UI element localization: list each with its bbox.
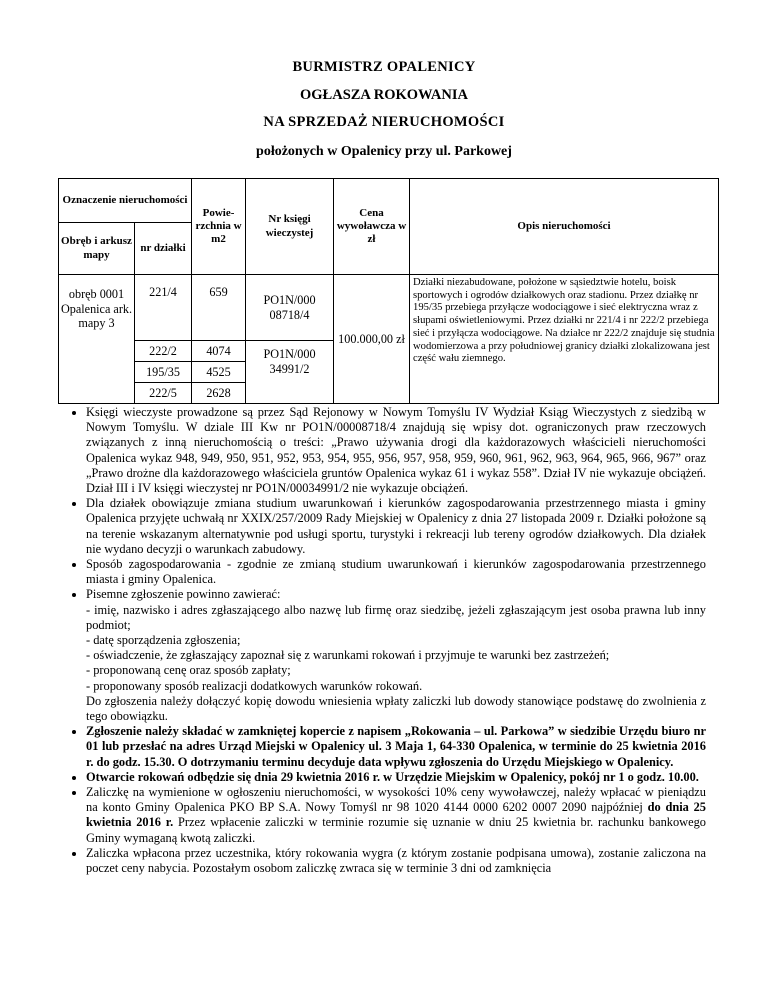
opis-cell: Działki niezabudowane, położone w sąsiedztwie hotelu, boisk sportowych i ogrodów działkowych oraz stadionu. Przez działkę nr 195/35 przebiega przyłącze wodociągowe i sieć elektryczna wraz z słupami oświetleniowymi. Przez działki nr 221/4 i nr 222/2 przebiega sieć i przyłącza wodociągowe. Na działce nr 222/2 znajduje się studnia wodomierzowa a przy południowej granicy działki zlokalizowana jest część wału ziemnego. bbox=[410, 275, 719, 404]
table-cell-pow: 2628 bbox=[192, 383, 246, 404]
cena-cell: 100.000,00 zł bbox=[334, 275, 410, 404]
deposit-deadline: do dnia 25 kwietnia 2016 r. bbox=[86, 800, 707, 830]
table-cell-pow: 4525 bbox=[192, 362, 246, 383]
obreb-cell: obręb 0001 Opalenica ark. mapy 3 bbox=[59, 275, 135, 404]
header-oznaczenie: Oznaczenie nieruchomości bbox=[59, 179, 192, 223]
header-ksiega: Nr księgi wieczystej bbox=[246, 179, 334, 275]
table-cell-dzialka: 195/35 bbox=[135, 362, 192, 383]
table-cell-pow: 4074 bbox=[192, 341, 246, 362]
list-item-deposit-return: • Zaliczka wpłacona przez uczestnika, który rokowania wygra (z którym zostanie podpisana umowa), zostanie zaliczona na poczet ceny nabycia. Pozostałym osobom zaliczkę zwraca się w terminie 3 dni od zamknięcia bbox=[86, 846, 706, 876]
deposit-text-a: Zaliczkę na wymienione w ogłoszeniu nieruchomości, w wysokości 10% ceny wywoławczej, należy wpłacać w pieniądzu na konto Gminy Opalenica PKO BP S.A. Nowy Tomyśl nr 98 1020 4144 0000 6202 0007 2090 najpóźniej bbox=[86, 785, 706, 815]
ksiega-cell-2: PO1N/000 34991/2 bbox=[246, 341, 334, 404]
list-item-submission: • Zgłoszenie należy składać w zamkniętej kopercie z napisem „Rokowania – ul. Parkowa” w siedzibie Urzędu biuro nr 01 lub przesłać na adres Urząd Miejski w Opalenicy ul. 3 Maja 1, 64-330 Opalenica, w terminie do 25 kwietnia 2016 r. do godz. 15.30. O dotrzymaniu terminu decyduje data wpływu zgłoszenia do Urzędu Miejskiego w Opalenicy. bbox=[86, 724, 706, 770]
conditions-list bbox=[0, 405, 706, 876]
application-line: - imię, nazwisko i adres zgłaszającego albo nazwę lub firmę oraz siedzibę, jeżeli zgłaszającym jest osoba prawna lub inny podmiot; bbox=[86, 602, 706, 632]
header-powierzchnia: Powie-rzchnia w m2 bbox=[192, 179, 246, 275]
table-cell-dzialka: 221/4 bbox=[135, 275, 192, 341]
list-item-land-registry: • Księgi wieczyste prowadzone są przez Sąd Rejonowy w Nowym Tomyślu IV Wydział Ksiąg Wieczystych z siedzibą w Nowym Tomyślu. W dziale III Kw nr PO1N/00008718/4 znajdują się wpisy dot. ograniczonych praw rzeczowych związanych z inną nieruchomością o treści: „Prawo używania drogi dla każdorazowych właścicieli nieruchomości Opalenica wykaz 948, 949, 950, 951, 952, 953, 954, 955, 956, 957, 958, 959, 960, 961, 962, 963, 964, 965, 966, 967” oraz „Prawo drożne dla każdorazowego właściciela gruntów Opalenica wykaz 61 i wykaz 558”. Dział IV nie wykazuje obciążeń. Dział III i IV księgi wieczystej nr PO1N/00034991/2 nie wykazuje obciążeń. bbox=[86, 405, 706, 496]
property-table bbox=[58, 178, 719, 404]
list-item-study: • Dla działek obowiązuje zmiana studium uwarunkowań i kierunków zagospodarowania przestrzennego miasta i gminy Opalenica przyjęte uchwałą nr XXIX/257/2009 Rady Miejskiej w Opalenicy z dnia 27 listopada 2009 r. Działki położone są na terenie wskazanym alternatywnie pod usługi sportu, turystyki i rekreacji lub tereny ogrodów działkowych. Dla działek nie wydano decyzji o warunkach zabudowy. bbox=[86, 496, 706, 557]
title-location: położonych w Opalenicy przy ul. Parkowej bbox=[256, 144, 512, 159]
application-attachment: Do zgłoszenia należy dołączyć kopię dowodu wniesienia wpłaty zaliczki lub dowody stanowiące podstawę do zwolnienia z tego obowiązku. bbox=[86, 693, 706, 724]
title-sale: NA SPRZEDAŻ NIERUCHOMOŚCI bbox=[263, 114, 505, 130]
application-line: - datę sporządzenia zgłoszenia; bbox=[86, 633, 241, 648]
ksiega-cell-1: PO1N/000 08718/4 bbox=[246, 275, 334, 341]
list-item-development: • Sposób zagospodarowania - zgodnie ze zmianą studium uwarunkowań i kierunków zagospodarowania przestrzennego miasta i gminy Opalenica. bbox=[86, 557, 706, 587]
header-nr-dzialki: nr działki bbox=[135, 223, 192, 275]
application-line: - oświadczenie, że zgłaszający zapoznał się z warunkami rokowań i przyjmuje te warunki bez zastrzeżeń; bbox=[86, 648, 610, 663]
application-line: - proponowany sposób realizacji dodatkowych warunków rokowań. bbox=[86, 678, 423, 693]
list-item-application bbox=[86, 587, 706, 724]
header-cena: Cena wywoławcza w zł bbox=[334, 179, 410, 275]
table-cell-pow: 659 bbox=[192, 275, 246, 341]
table-cell-dzialka: 222/5 bbox=[135, 383, 192, 404]
title-mayor: BURMISTRZ OPALENICY bbox=[292, 59, 476, 75]
table-cell-dzialka: 222/2 bbox=[135, 341, 192, 362]
application-line: - proponowaną cenę oraz sposób zapłaty; bbox=[86, 663, 291, 678]
header-opis: Opis nieruchomości bbox=[410, 179, 719, 275]
list-item-opening: • Otwarcie rokowań odbędzie się dnia 29 kwietnia 2016 r. w Urzędzie Miejskim w Opalenicy, pokój nr 1 o godz. 10.00. bbox=[86, 770, 706, 785]
application-intro: • Pisemne zgłoszenie powinno zawierać: bbox=[86, 587, 281, 602]
list-item-deposit bbox=[86, 785, 706, 846]
header-obreb: Obręb i arkusz mapy bbox=[59, 223, 135, 275]
title-announces: OGŁASZA ROKOWANIA bbox=[300, 87, 468, 103]
deposit-text-c: Przez wpłacenie zaliczki w terminie rozumie się uznanie w dniu 25 kwietnia br. rachunku bankowego Gminy wymaganą kwotą zaliczki. bbox=[86, 815, 706, 845]
